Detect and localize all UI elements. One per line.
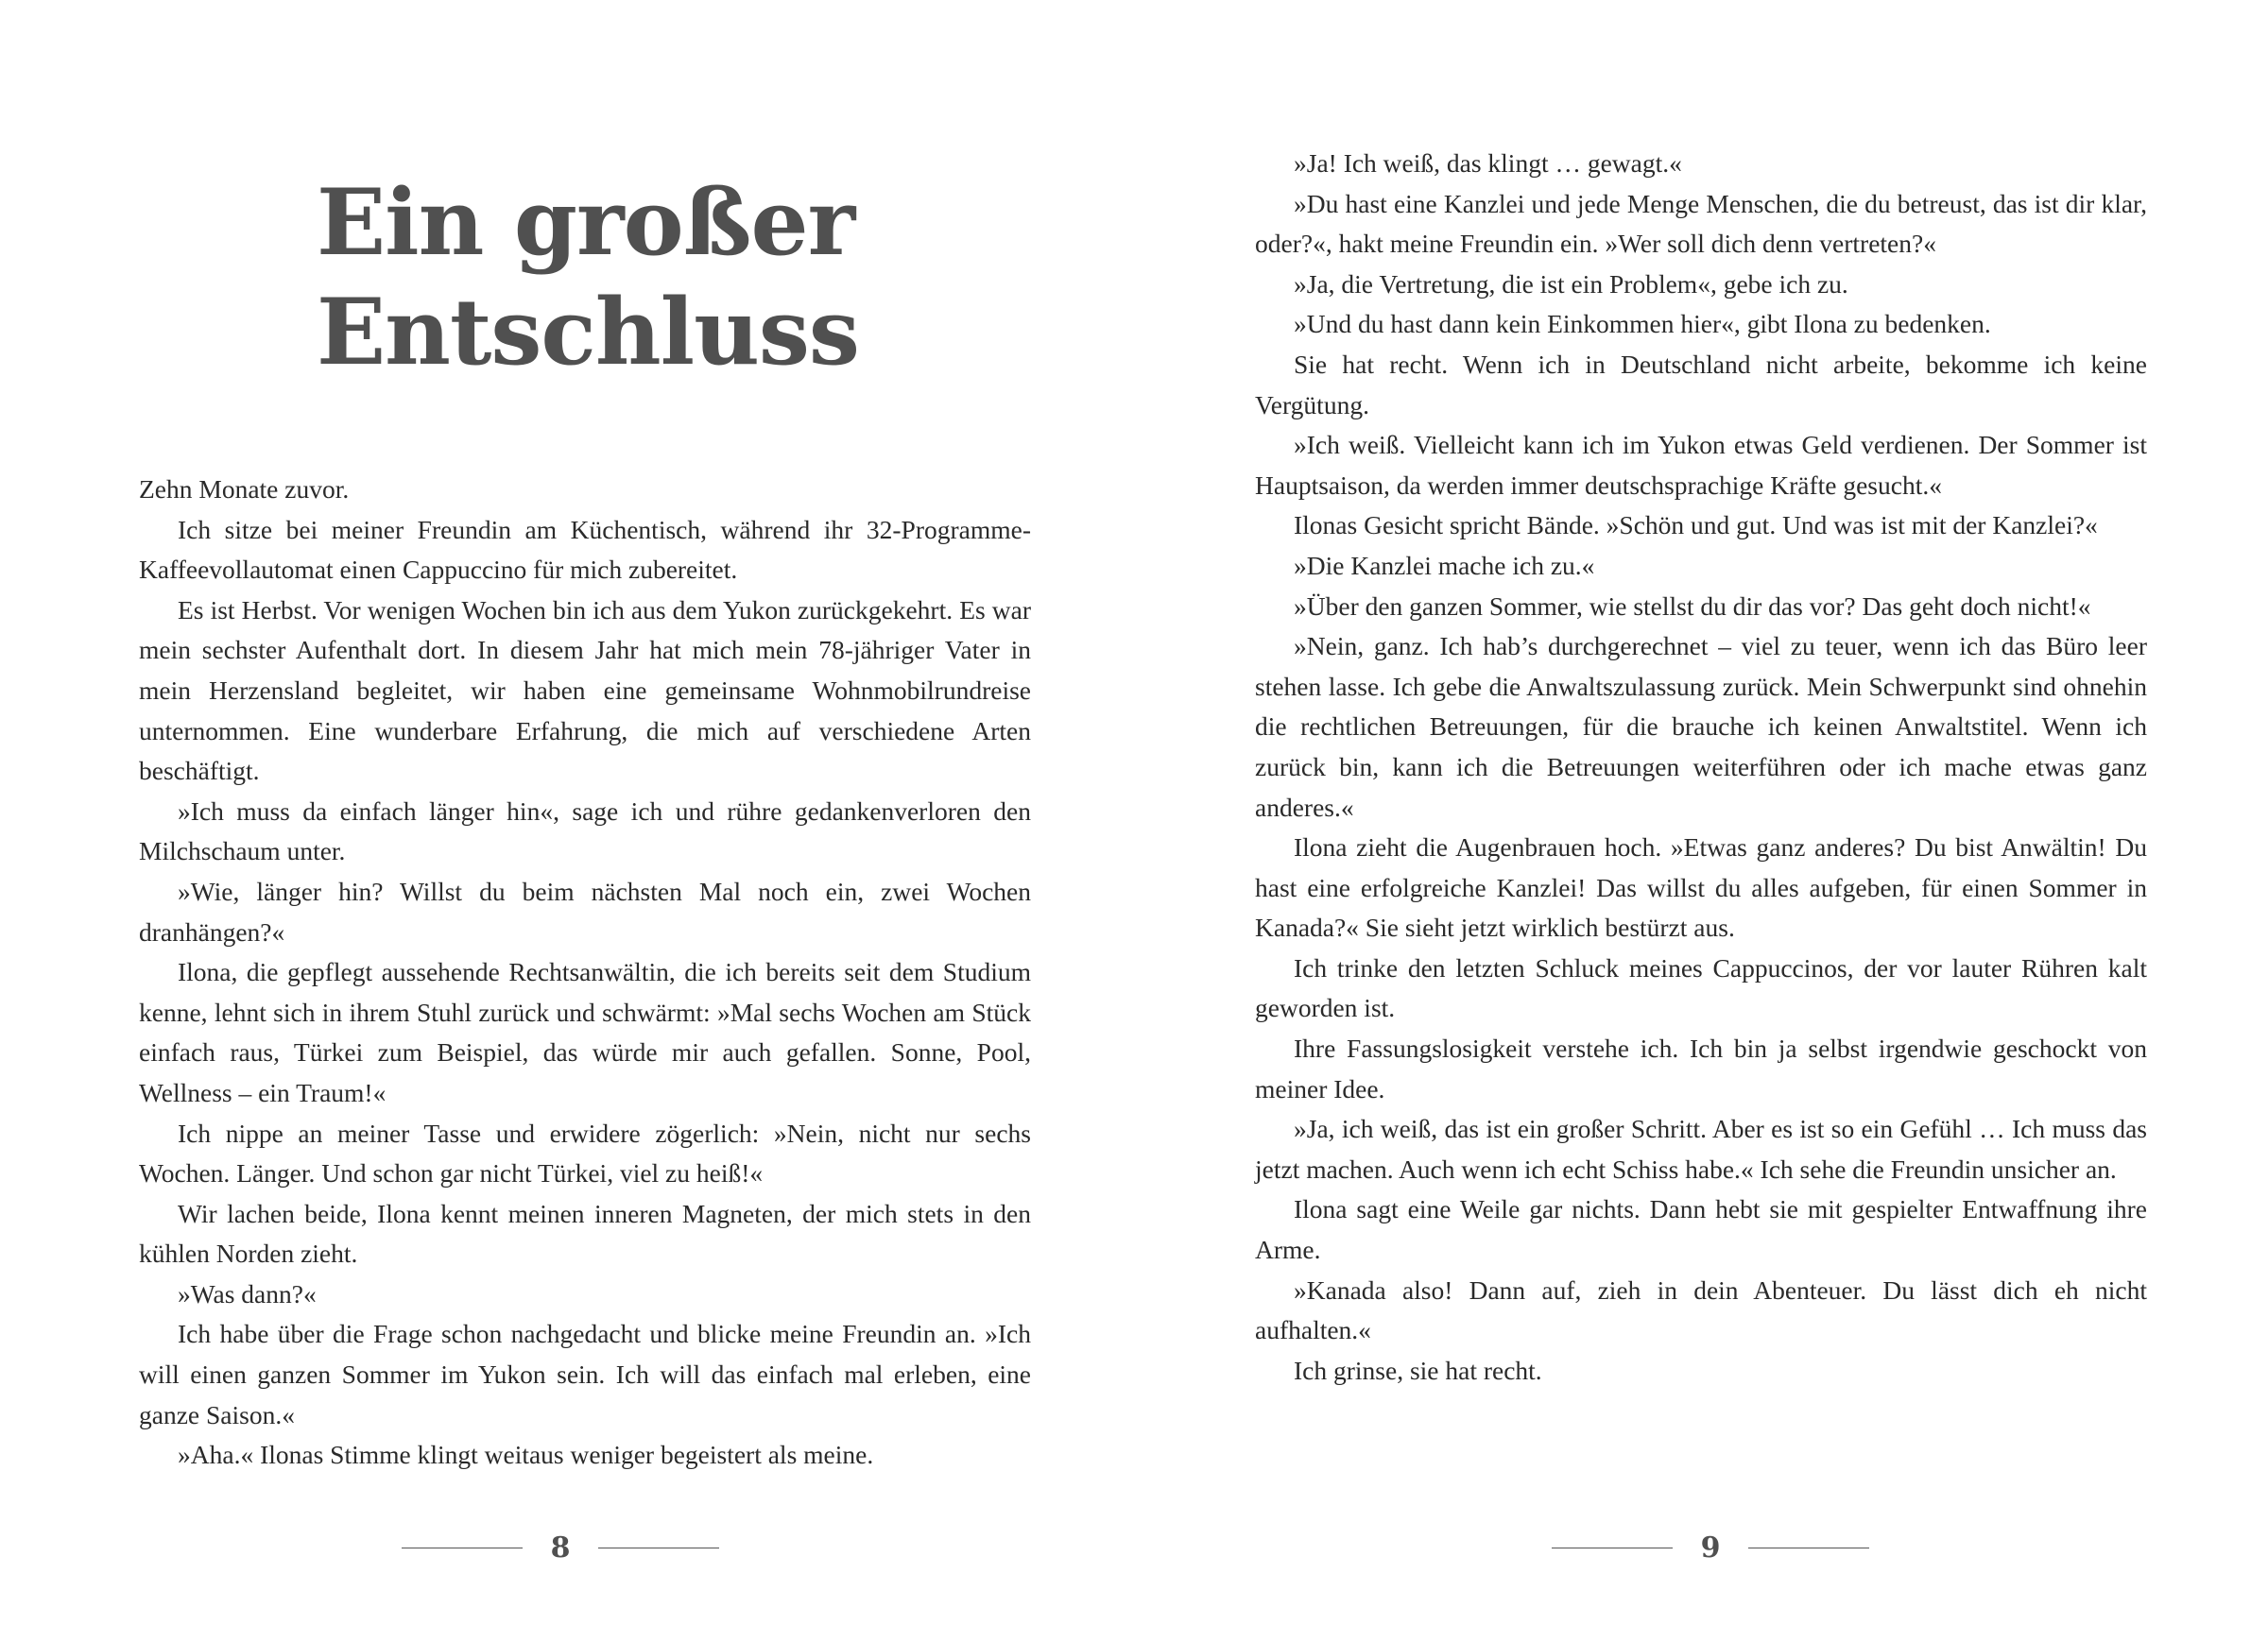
paragraph: Es ist Herbst. Vor wenigen Wochen bin ich aus dem Yukon zurückgekehrt. Es war mein sechster Aufenthalt dort. In diesem Jahr hat mich mein 78-jähriger Vater in mein Herzensland begleitet, wir haben eine gemeinsame Wohnmobilrundreise unternommen. Eine wunderbare Erfahrung, die mich auf verschiedene Arten beschäftigt.: [139, 594, 1031, 786]
paragraph: Ich trinke den letzten Schluck meines Cappuccinos, der vor lauter Rühren kalt geworden ist.: [1255, 952, 2147, 1023]
paragraph: »Ja, die Vertretung, die ist ein Problem«, gebe ich zu.: [1294, 268, 1848, 299]
paragraph: »Die Kanzlei mache ich zu.«: [1294, 550, 1595, 580]
paragraph: Ilona sagt eine Weile gar nichts. Dann hebt sie mit gespielter Entwaffnung ihre Arme.: [1255, 1194, 2147, 1265]
paragraph: »Ja, ich weiß, das ist ein großer Schritt. Aber es ist so ein Gefühl … Ich muss das jetzt machen. Auch wenn ich echt Schiss habe.« Ich sehe die Freundin unsicher an.: [1255, 1114, 2147, 1184]
chapter-title: [317, 168, 921, 387]
paragraph: Ilonas Gesicht spricht Bände. »Schön und gut. Und was ist mit der Kanzlei?«: [1294, 510, 2098, 540]
left-page-body-text: [139, 470, 1031, 1476]
chapter-title-line-1: Ein großer: [317, 169, 855, 276]
page-number: 8: [550, 1531, 571, 1565]
paragraph: »Und du hast dann kein Einkommen hier«, gibt Ilona zu bedenken.: [1294, 309, 1991, 339]
paragraph: »Wie, länger hin? Willst du beim nächsten Mal noch ein, zwei Wochen dranhängen?«: [139, 876, 1031, 947]
paragraph: Ich habe über die Frage schon nachgedacht und blicke meine Freundin an. »Ich will einen ganzen Sommer im Yukon sein. Ich will das einfach mal erleben, eine ganze Saison.«: [139, 1319, 1031, 1429]
paragraph: »Du hast eine Kanzlei und jede Menge Menschen, die du betreust, das ist dir klar, oder?«, hakt meine Freundin ein. »Wer soll dich denn vertreten?«: [1255, 188, 2147, 259]
page-number-footer: [402, 1529, 719, 1566]
page-number: 9: [1700, 1531, 1721, 1565]
paragraph: Ilona, die gepflegt aussehende Rechtsanwältin, die ich bereits seit dem Studium kenne, lehnt sich in ihrem Stuhl zurück und schwärmt: »Mal sechs Wochen am Stück einfach raus, Türkei zum Beispiel, das würde mir auch gefallen. Sonne, Pool, Wellness – ein Traum!«: [139, 957, 1031, 1107]
paragraph: »Ich muss da einfach länger hin«, sage ich und rühre gedankenverloren den Milchschaum unter.: [139, 795, 1031, 866]
paragraph: »Ja! Ich weiß, das klingt … gewagt.«: [1294, 148, 1682, 178]
paragraph: Wir lachen beide, Ilona kennt meinen inneren Magneten, der mich stets in den kühlen Norden zieht.: [139, 1198, 1031, 1269]
paragraph: »Über den ganzen Sommer, wie stellst du dir das vor? Das geht doch nicht!«: [1294, 590, 2091, 621]
paragraph: Ich nippe an meiner Tasse und erwidere zögerlich: »Nein, nicht nur sechs Wochen. Länger. Und schon gar nicht Türkei, viel zu heiß!«: [139, 1118, 1031, 1189]
page-number-footer: [1552, 1529, 1869, 1566]
paragraph: »Kanada also! Dann auf, zieh in dein Abenteuer. Du lässt dich eh nicht aufhalten.«: [1255, 1274, 2147, 1345]
paragraph: »Aha.« Ilonas Stimme klingt weitaus weniger begeistert als meine.: [178, 1440, 874, 1470]
paragraph: »Ich weiß. Vielleicht kann ich im Yukon etwas Geld verdienen. Der Sommer ist Hauptsaison, da werden immer deutschsprachige Kräfte gesucht.«: [1255, 430, 2147, 500]
paragraph: »Was dann?«: [178, 1278, 317, 1309]
paragraph: Ilona zieht die Augenbrauen hoch. »Etwas ganz anderes? Du bist Anwältin! Du hast eine erfolgreiche Kanzlei! Das willst du alles aufgeben, für einen Sommer in Kanada?« Sie sieht jetzt wirklich bestürzt aus.: [1255, 832, 2147, 943]
paragraph: »Nein, ganz. Ich hab’s durchgerechnet – viel zu teuer, wenn ich das Büro leer stehen lasse. Ich gebe die Anwaltszulassung zurück. Mein Schwerpunkt sind ohnehin die rechtlichen Betreuungen, für die brauche ich keinen Anwaltstitel. Wenn ich zurück bin, kann ich die Betreuungen weiterführen oder ich mache etwas ganz anderes.«: [1255, 631, 2147, 822]
paragraph: Ich sitze bei meiner Freundin am Küchentisch, während ihr 32-Programme-Kaffeevollautomat einen Cappuccino für mich zubereitet.: [139, 514, 1031, 585]
paragraph: Sie hat recht. Wenn ich in Deutschland nicht arbeite, bekomme ich keine Vergütung.: [1255, 349, 2147, 419]
right-page-body-text: [1255, 144, 2147, 1391]
right-page: [1134, 0, 2268, 1625]
chapter-title-line-2: Entschluss: [317, 279, 859, 385]
paragraph: Ihre Fassungslosigkeit verstehe ich. Ich bin ja selbst irgendwie geschockt von meiner Idee.: [1255, 1034, 2147, 1103]
paragraph: Zehn Monate zuvor.: [139, 474, 350, 504]
paragraph: Ich grinse, sie hat recht.: [1294, 1355, 1542, 1385]
